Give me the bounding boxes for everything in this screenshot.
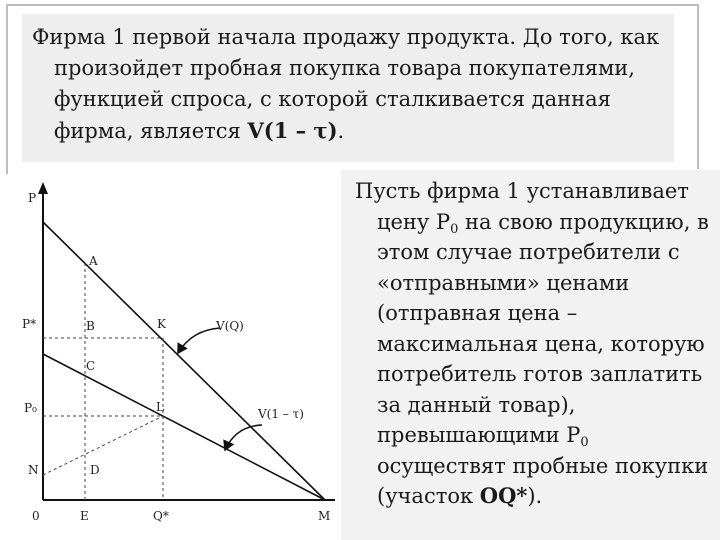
arrow-vq	[178, 328, 220, 353]
demand-diagram	[0, 170, 340, 535]
frame-right-line	[697, 4, 699, 169]
guide-n-l	[43, 416, 163, 475]
origin-label: 0	[32, 509, 40, 523]
point-k-label: K	[157, 317, 166, 331]
explanation-bold: OQ*	[479, 483, 528, 508]
curve-label-vq: V(Q)	[216, 319, 244, 333]
frame-left-line	[6, 4, 8, 174]
curve-label-trial: V(1 – τ)	[258, 407, 304, 421]
arrow-trial	[225, 425, 262, 450]
explanation-part3: осуществят пробные покупки (участок	[377, 453, 709, 508]
tick-e: E	[80, 509, 89, 523]
point-l-label: L	[156, 400, 164, 414]
intro-text-box	[22, 14, 674, 162]
explanation-paragraph	[355, 176, 712, 512]
explanation-sub1: 0	[450, 221, 459, 237]
y-axis-label: P	[28, 191, 37, 205]
y-axis-arrow-icon	[38, 182, 48, 194]
explanation-text-box	[341, 170, 720, 540]
point-d-label: D	[90, 463, 100, 477]
intro-text: Фирма 1 первой начала продажу продукта. До того, как произойдет пробная покупка товара покупателями, функцией спроса, с которой сталкивается данная фирма, является	[32, 25, 660, 143]
tick-m: M	[318, 509, 331, 523]
explanation-part4: ).	[527, 484, 543, 508]
explanation-part2: на свою продукцию, в этом случае потребители с «отправными» ценами (отправная цена – максимальная цена, которую потребитель готов заплатить за данный товар), превышающими Р	[377, 209, 709, 447]
point-a-label: A	[89, 254, 98, 268]
tick-n: N	[28, 463, 39, 477]
intro-paragraph	[32, 22, 664, 147]
explanation-part1: Пусть фирма 1 устанавливает цену Р	[355, 179, 689, 234]
tick-q-star: Q*	[153, 509, 169, 523]
intro-formula: V(1 – τ)	[247, 118, 338, 143]
tick-p0: P₀	[24, 401, 37, 415]
frame-top-line	[8, 4, 698, 6]
explanation-sub2: 0	[580, 435, 589, 450]
point-b-label: B	[86, 319, 95, 333]
tick-p-star: P*	[22, 317, 37, 331]
intro-text-end: .	[337, 119, 345, 143]
point-c-label: C	[86, 359, 96, 373]
